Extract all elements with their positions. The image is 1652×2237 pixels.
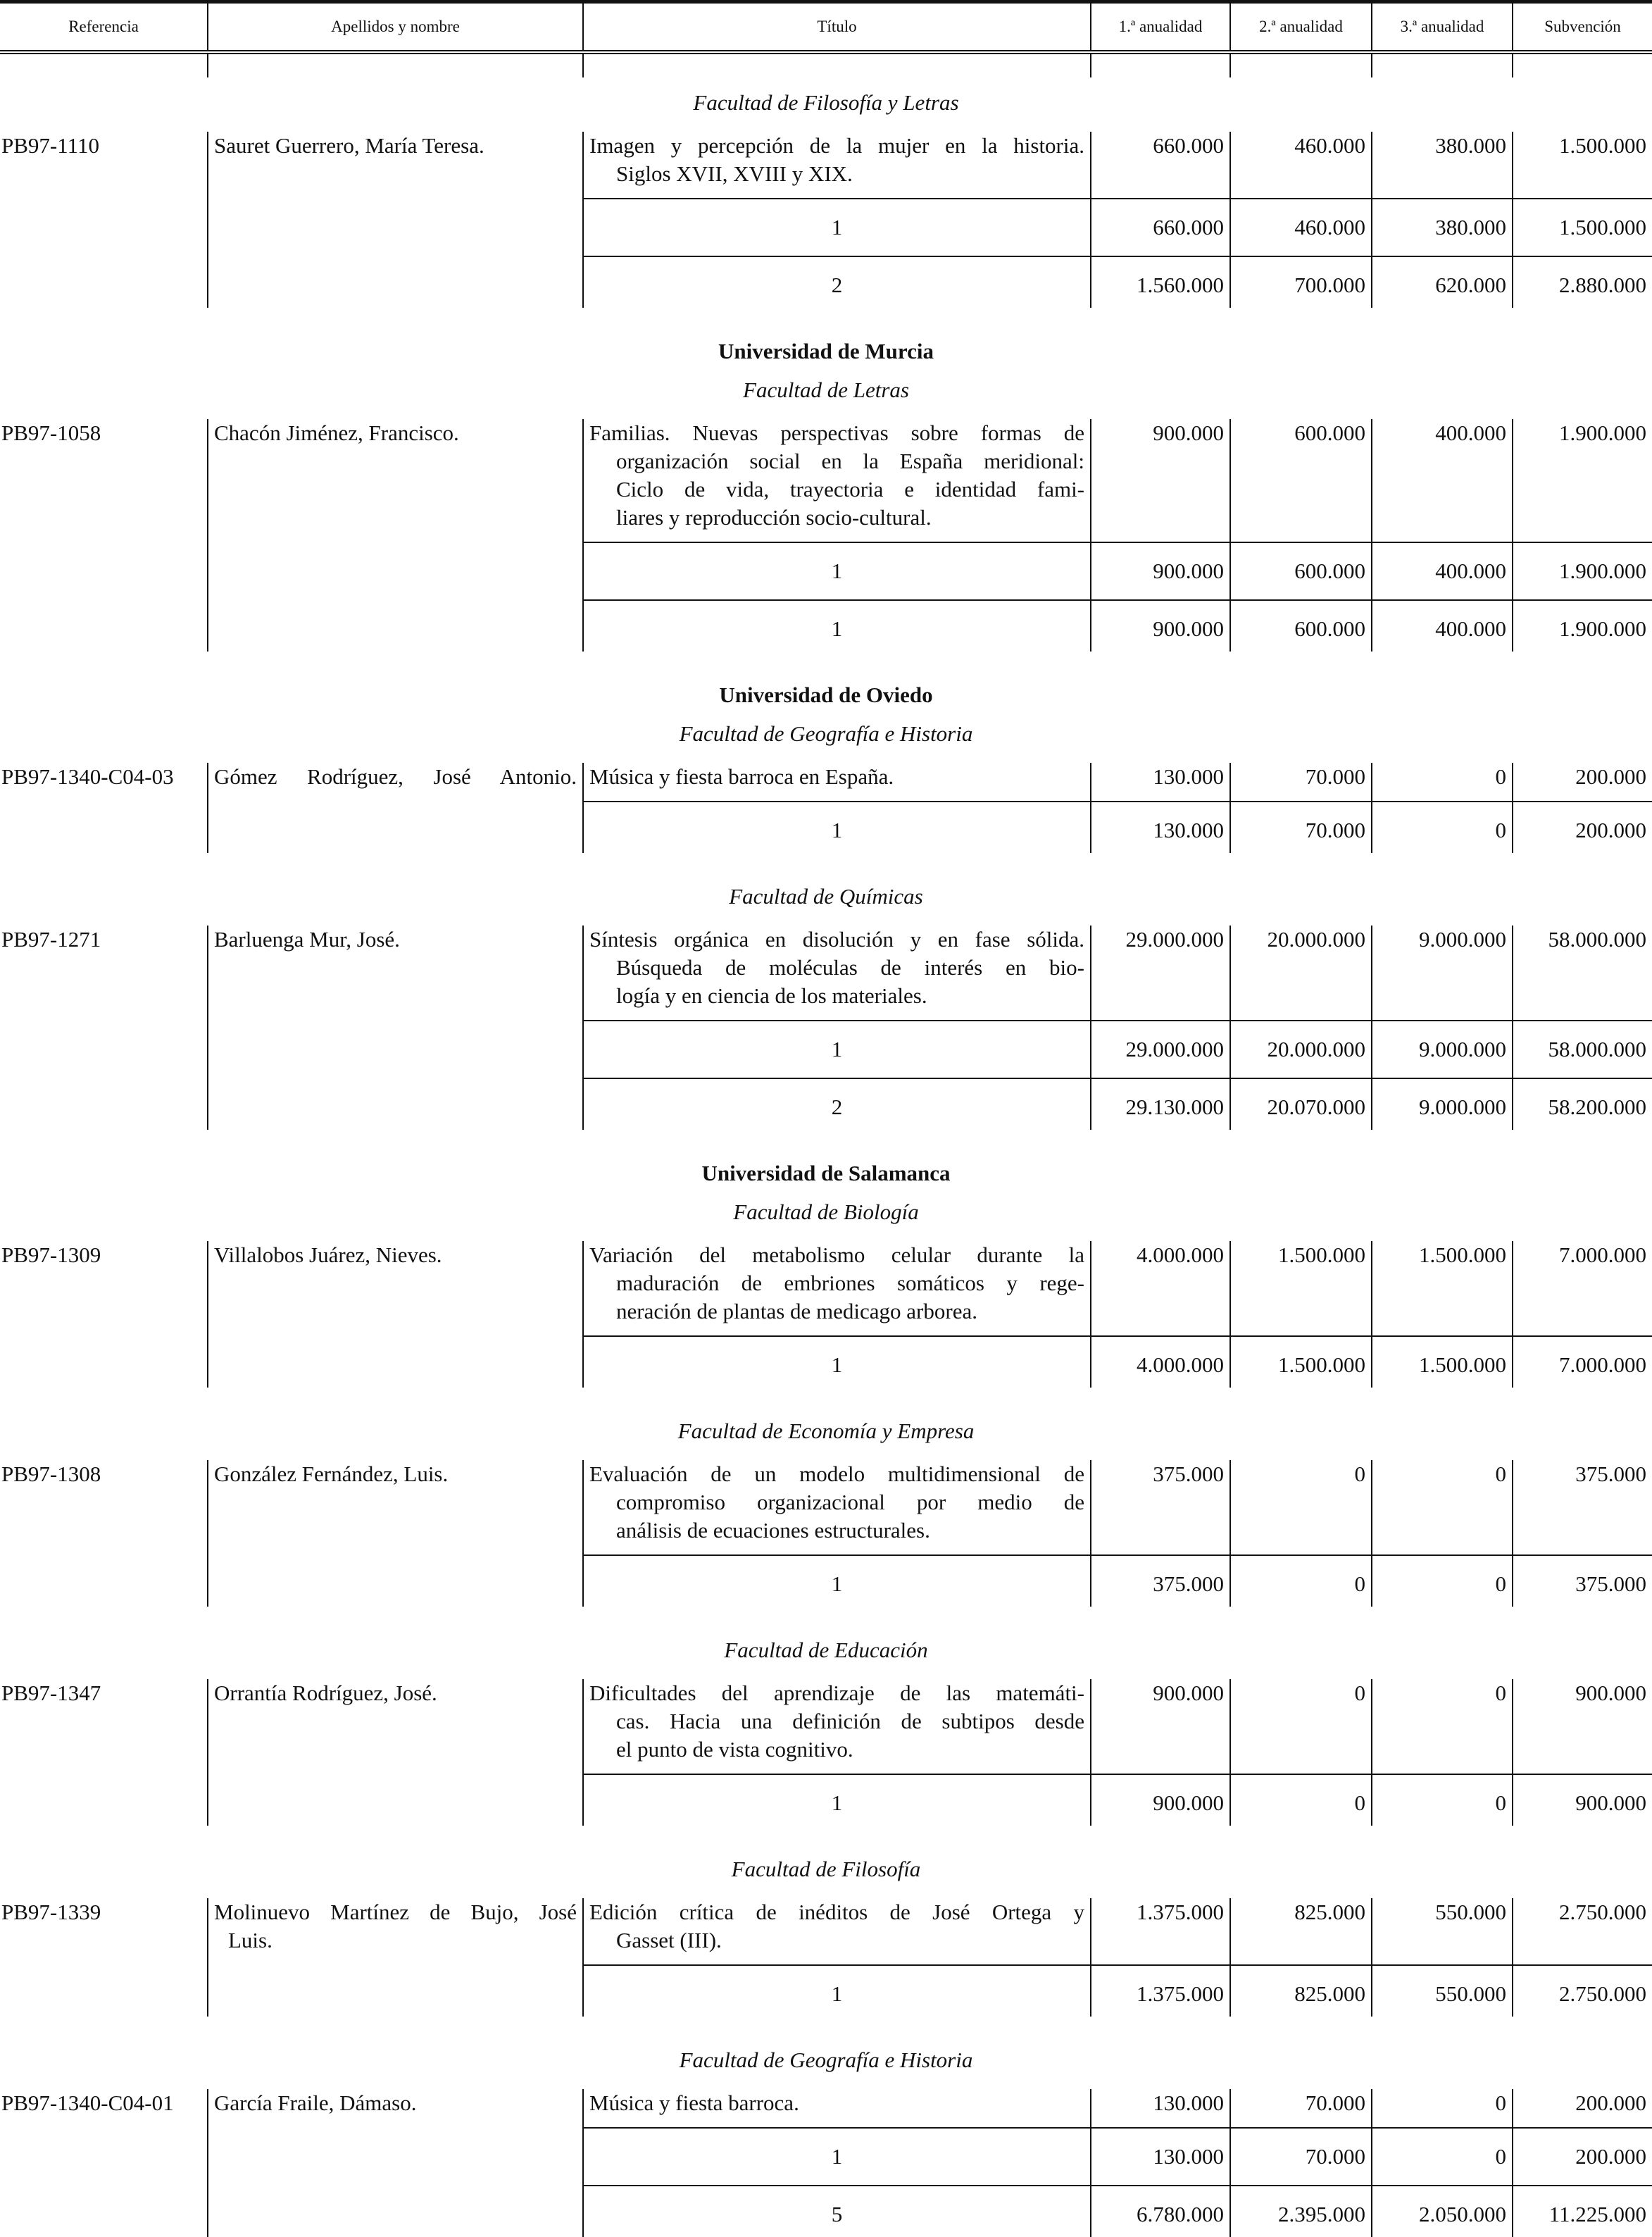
name-cell xyxy=(207,2089,582,2127)
subtotal-amount-2: 700.000 xyxy=(1229,256,1371,308)
entry-group xyxy=(0,132,1652,308)
subtotal-row xyxy=(0,2185,1652,2237)
entry-group xyxy=(0,1679,1652,1826)
subtotal-amount-1: 1.375.000 xyxy=(1090,1964,1229,2017)
title-line: liares y reproducción socio-cultural. xyxy=(616,505,932,530)
empty-cell xyxy=(0,198,207,256)
title-cell xyxy=(582,132,1090,198)
subtotal-row xyxy=(0,1020,1652,1078)
subtotal-amount-1: 130.000 xyxy=(1090,801,1229,853)
title-line: Dificultades del aprendizaje de las matemáti- xyxy=(589,1681,1084,1705)
amount-cell-1: 1.375.000 xyxy=(1090,1898,1229,1964)
subtotal-count: 2 xyxy=(582,256,1090,308)
reference-cell: PB97-1347 xyxy=(1,1681,101,1705)
empty-cell xyxy=(207,2127,582,2185)
empty-cell xyxy=(207,1335,582,1388)
amount-cell-3: 400.000 xyxy=(1371,419,1512,542)
title-line: Música y fiesta barroca en España. xyxy=(589,764,894,789)
subtotal-amount-3: 9.000.000 xyxy=(1371,1020,1512,1078)
name-cell xyxy=(207,926,582,1020)
amount-cell-4: 375.000 xyxy=(1512,1460,1652,1554)
subtotal-amount-1: 375.000 xyxy=(1090,1554,1229,1607)
subtotal-amount-3: 0 xyxy=(1371,801,1512,853)
subtotal-amount-4: 1.900.000 xyxy=(1512,542,1652,599)
subtotal-count: 1 xyxy=(582,1020,1090,1078)
amount-cell-4: 200.000 xyxy=(1512,2089,1652,2127)
subtotal-amount-4: 200.000 xyxy=(1512,2127,1652,2185)
subtotal-amount-1: 900.000 xyxy=(1090,542,1229,599)
name-line: Sauret Guerrero, María Teresa. xyxy=(214,133,484,158)
empty-cell xyxy=(0,2127,207,2185)
title-line: Familias. Nuevas perspectivas sobre formas de xyxy=(589,420,1084,445)
name-cell xyxy=(207,1679,582,1774)
entry-group xyxy=(0,419,1652,652)
subtotal-amount-4: 375.000 xyxy=(1512,1554,1652,1607)
subtotal-amount-4: 7.000.000 xyxy=(1512,1335,1652,1388)
name-cell xyxy=(207,1898,582,1964)
subtotal-amount-2: 825.000 xyxy=(1229,1964,1371,2017)
amount-cell-4: 1.500.000 xyxy=(1512,132,1652,198)
subtotal-amount-1: 4.000.000 xyxy=(1090,1335,1229,1388)
empty-cell xyxy=(207,2185,582,2237)
header-titulo: Título xyxy=(582,4,1090,50)
faculty-heading: Facultad de Educación xyxy=(724,1638,928,1662)
header-anualidad-2: 2.ª anualidad xyxy=(1229,4,1371,50)
amount-cell-3: 0 xyxy=(1371,2089,1512,2127)
entry-group xyxy=(0,1898,1652,2017)
header-subvencion: Subvención xyxy=(1512,4,1652,50)
subtotal-amount-4: 2.880.000 xyxy=(1512,256,1652,308)
amount-cell-2: 70.000 xyxy=(1229,2089,1371,2127)
title-line: el punto de vista cognitivo. xyxy=(616,1737,853,1762)
subtotal-amount-3: 380.000 xyxy=(1371,198,1512,256)
empty-cell xyxy=(207,256,582,308)
amount-cell-1: 900.000 xyxy=(1090,419,1229,542)
faculty-heading: Facultad de Químicas xyxy=(729,884,923,909)
name-line: Villalobos Juárez, Nieves. xyxy=(214,1242,442,1267)
amount-cell-3: 1.500.000 xyxy=(1371,1241,1512,1335)
subtotal-amount-3: 550.000 xyxy=(1371,1964,1512,2017)
subtotal-count: 1 xyxy=(582,1964,1090,2017)
title-line: maduración de embriones somáticos y rege- xyxy=(616,1271,1084,1295)
subtotal-count: 1 xyxy=(582,599,1090,652)
empty-cell xyxy=(0,2185,207,2237)
subtotal-amount-4: 900.000 xyxy=(1512,1774,1652,1826)
faculty-heading: Facultad de Geografía e Historia xyxy=(679,721,973,746)
amount-cell-1: 660.000 xyxy=(1090,132,1229,198)
amount-cell-4: 900.000 xyxy=(1512,1679,1652,1774)
subtotal-count: 1 xyxy=(582,2127,1090,2185)
faculty-heading: Facultad de Geografía e Historia xyxy=(679,2048,973,2072)
subtotal-amount-4: 1.500.000 xyxy=(1512,198,1652,256)
title-cell xyxy=(582,1679,1090,1774)
subtotal-row xyxy=(0,1774,1652,1826)
name-line: Barluenga Mur, José. xyxy=(214,927,400,952)
empty-cell xyxy=(0,256,207,308)
empty-cell xyxy=(207,1774,582,1826)
subtotal-amount-3: 0 xyxy=(1371,1554,1512,1607)
name-line: Luis. xyxy=(228,1928,273,1952)
table-row xyxy=(0,419,1652,542)
subtotal-count: 1 xyxy=(582,542,1090,599)
subtotal-amount-2: 1.500.000 xyxy=(1229,1335,1371,1388)
table-row xyxy=(0,2089,1652,2127)
subtotal-row xyxy=(0,542,1652,599)
empty-cell xyxy=(0,1335,207,1388)
title-line: análisis de ecuaciones estructurales. xyxy=(616,1518,930,1543)
name-cell xyxy=(207,1241,582,1335)
subtotal-amount-3: 620.000 xyxy=(1371,256,1512,308)
amount-cell-4: 2.750.000 xyxy=(1512,1898,1652,1964)
entry-group xyxy=(0,1241,1652,1388)
amount-cell-3: 550.000 xyxy=(1371,1898,1512,1964)
subtotal-row xyxy=(0,256,1652,308)
title-cell xyxy=(582,763,1090,801)
subtotal-row xyxy=(0,1335,1652,1388)
name-line: González Fernández, Luis. xyxy=(214,1462,449,1486)
header-apellidos: Apellidos y nombre xyxy=(207,4,582,50)
header-anualidad-3: 3.ª anualidad xyxy=(1371,4,1512,50)
subtotal-amount-3: 9.000.000 xyxy=(1371,1078,1512,1130)
empty-cell xyxy=(207,801,582,853)
name-cell xyxy=(207,1460,582,1554)
subtotal-amount-3: 400.000 xyxy=(1371,599,1512,652)
amount-cell-3: 0 xyxy=(1371,763,1512,801)
title-line: Variación del metabolismo celular durante la xyxy=(589,1242,1084,1267)
table-row xyxy=(0,1898,1652,1964)
subtotal-amount-3: 1.500.000 xyxy=(1371,1335,1512,1388)
empty-cell xyxy=(207,542,582,599)
university-heading: Universidad de Salamanca xyxy=(701,1161,951,1185)
entry-group xyxy=(0,1460,1652,1607)
table-row xyxy=(0,1679,1652,1774)
table-row xyxy=(0,1241,1652,1335)
empty-cell xyxy=(207,1964,582,2017)
title-cell xyxy=(582,1898,1090,1964)
amount-cell-2: 600.000 xyxy=(1229,419,1371,542)
subtotal-row xyxy=(0,1964,1652,2017)
subtotal-amount-3: 0 xyxy=(1371,1774,1512,1826)
subtotal-amount-2: 600.000 xyxy=(1229,542,1371,599)
university-heading: Universidad de Oviedo xyxy=(719,683,933,707)
title-line: Ciclo de vida, trayectoria e identidad fami- xyxy=(616,477,1084,501)
subtotal-amount-4: 200.000 xyxy=(1512,801,1652,853)
reference-cell: PB97-1340-C04-03 xyxy=(1,764,174,789)
empty-cell xyxy=(207,1020,582,1078)
title-line: Imagen y percepción de la mujer en la historia. xyxy=(589,133,1084,158)
subtotal-amount-2: 20.000.000 xyxy=(1229,1020,1371,1078)
amount-cell-1: 375.000 xyxy=(1090,1460,1229,1554)
title-line: compromiso organizacional por medio de xyxy=(616,1490,1084,1514)
title-line: organización social en la España meridional: xyxy=(616,449,1084,473)
amount-cell-2: 20.000.000 xyxy=(1229,926,1371,1020)
name-line: Gómez Rodríguez, José Antonio. xyxy=(214,764,577,789)
table-row xyxy=(0,926,1652,1020)
empty-cell xyxy=(0,599,207,652)
reference-cell: PB97-1340-C04-01 xyxy=(1,2090,174,2115)
table-body xyxy=(0,83,1652,2237)
amount-cell-3: 380.000 xyxy=(1371,132,1512,198)
subtotal-count: 5 xyxy=(582,2185,1090,2237)
header-spacer xyxy=(0,54,1652,77)
subtotal-amount-3: 0 xyxy=(1371,2127,1512,2185)
title-line: cas. Hacia una definición de subtipos desde xyxy=(616,1709,1084,1733)
amount-cell-1: 4.000.000 xyxy=(1090,1241,1229,1335)
amount-cell-1: 29.000.000 xyxy=(1090,926,1229,1020)
subtotal-amount-4: 1.900.000 xyxy=(1512,599,1652,652)
subtotal-count: 1 xyxy=(582,1335,1090,1388)
amount-cell-4: 200.000 xyxy=(1512,763,1652,801)
amount-cell-1: 900.000 xyxy=(1090,1679,1229,1774)
subtotal-amount-1: 660.000 xyxy=(1090,198,1229,256)
empty-cell xyxy=(207,599,582,652)
subtotal-amount-4: 11.225.000 xyxy=(1512,2185,1652,2237)
faculty-heading: Facultad de Biología xyxy=(733,1199,919,1224)
subtotal-amount-1: 6.780.000 xyxy=(1090,2185,1229,2237)
title-cell xyxy=(582,1460,1090,1554)
amount-cell-2: 0 xyxy=(1229,1460,1371,1554)
subtotal-amount-4: 58.000.000 xyxy=(1512,1020,1652,1078)
title-cell xyxy=(582,1241,1090,1335)
reference-cell: PB97-1309 xyxy=(1,1242,101,1267)
faculty-heading: Facultad de Filosofía xyxy=(731,1857,921,1881)
faculty-heading: Facultad de Letras xyxy=(743,378,909,402)
header-referencia: Referencia xyxy=(68,18,139,35)
amount-cell-4: 58.000.000 xyxy=(1512,926,1652,1020)
subtotal-count: 1 xyxy=(582,1774,1090,1826)
reference-cell: PB97-1339 xyxy=(1,1900,101,1924)
empty-cell xyxy=(207,1078,582,1130)
amount-cell-2: 1.500.000 xyxy=(1229,1241,1371,1335)
table-row xyxy=(0,132,1652,198)
amount-cell-3: 9.000.000 xyxy=(1371,926,1512,1020)
subtotal-row xyxy=(0,1078,1652,1130)
reference-cell: PB97-1058 xyxy=(1,420,101,445)
subtotal-amount-4: 58.200.000 xyxy=(1512,1078,1652,1130)
entry-group xyxy=(0,763,1652,853)
subtotal-row xyxy=(0,2127,1652,2185)
subtotal-count: 1 xyxy=(582,801,1090,853)
empty-cell xyxy=(207,1554,582,1607)
faculty-heading: Facultad de Economía y Empresa xyxy=(677,1419,975,1443)
title-line: Evaluación de un modelo multidimensional de xyxy=(589,1462,1084,1486)
name-cell xyxy=(207,763,582,801)
subtotal-amount-4: 2.750.000 xyxy=(1512,1964,1652,2017)
amount-cell-4: 7.000.000 xyxy=(1512,1241,1652,1335)
title-line: Siglos XVII, XVIII y XIX. xyxy=(616,161,853,186)
subtotal-amount-2: 70.000 xyxy=(1229,801,1371,853)
empty-cell xyxy=(0,1964,207,2017)
empty-cell xyxy=(0,1554,207,1607)
subtotal-amount-2: 460.000 xyxy=(1229,198,1371,256)
name-cell xyxy=(207,419,582,542)
subtotal-amount-1: 29.000.000 xyxy=(1090,1020,1229,1078)
subtotal-count: 1 xyxy=(582,198,1090,256)
subtotal-amount-2: 2.395.000 xyxy=(1229,2185,1371,2237)
amount-cell-2: 825.000 xyxy=(1229,1898,1371,1964)
title-line: Síntesis orgánica en disolución y en fase sólida. xyxy=(589,927,1084,952)
entry-group xyxy=(0,926,1652,1130)
amount-cell-3: 0 xyxy=(1371,1679,1512,1774)
title-line: Edición crítica de inéditos de José Ortega y xyxy=(589,1900,1084,1924)
subtotal-amount-2: 20.070.000 xyxy=(1229,1078,1371,1130)
empty-cell xyxy=(0,1774,207,1826)
subtotal-amount-3: 400.000 xyxy=(1371,542,1512,599)
name-line: Chacón Jiménez, Francisco. xyxy=(214,420,459,445)
amount-cell-2: 0 xyxy=(1229,1679,1371,1774)
empty-cell xyxy=(0,542,207,599)
subtotal-amount-1: 1.560.000 xyxy=(1090,256,1229,308)
subtotal-count: 2 xyxy=(582,1078,1090,1130)
name-line: Orrantía Rodríguez, José. xyxy=(214,1681,437,1705)
table-row xyxy=(0,1460,1652,1554)
subtotal-amount-3: 2.050.000 xyxy=(1371,2185,1512,2237)
reference-cell: PB97-1271 xyxy=(1,927,101,952)
subtotal-amount-1: 900.000 xyxy=(1090,1774,1229,1826)
title-line: Gasset (III). xyxy=(616,1928,722,1952)
empty-cell xyxy=(0,1078,207,1130)
title-line: Música y fiesta barroca. xyxy=(589,2090,799,2115)
name-cell xyxy=(207,132,582,198)
empty-cell xyxy=(207,198,582,256)
name-line: García Fraile, Dámaso. xyxy=(214,2090,417,2115)
title-cell xyxy=(582,2089,1090,2127)
header-anualidad-1: 1.ª anualidad xyxy=(1090,4,1229,50)
title-line: neración de plantas de medicago arborea. xyxy=(616,1299,977,1323)
amount-cell-4: 1.900.000 xyxy=(1512,419,1652,542)
subtotal-amount-2: 70.000 xyxy=(1229,2127,1371,2185)
subtotal-amount-1: 900.000 xyxy=(1090,599,1229,652)
empty-cell xyxy=(0,1020,207,1078)
faculty-heading: Facultad de Filosofía y Letras xyxy=(693,90,959,115)
subtotal-amount-1: 130.000 xyxy=(1090,2127,1229,2185)
amount-cell-2: 70.000 xyxy=(1229,763,1371,801)
amount-cell-2: 460.000 xyxy=(1229,132,1371,198)
subtotal-row xyxy=(0,198,1652,256)
empty-cell xyxy=(0,801,207,853)
subtotal-row xyxy=(0,801,1652,853)
entry-group xyxy=(0,2089,1652,2237)
title-line: logía y en ciencia de los materiales. xyxy=(616,983,927,1008)
university-heading: Universidad de Murcia xyxy=(718,339,934,363)
amount-cell-1: 130.000 xyxy=(1090,763,1229,801)
title-cell xyxy=(582,419,1090,542)
subtotal-amount-2: 0 xyxy=(1229,1554,1371,1607)
table-row xyxy=(0,763,1652,801)
subtotal-amount-1: 29.130.000 xyxy=(1090,1078,1229,1130)
amount-cell-3: 0 xyxy=(1371,1460,1512,1554)
subtotal-row xyxy=(0,1554,1652,1607)
title-cell xyxy=(582,926,1090,1020)
subtotal-amount-2: 600.000 xyxy=(1229,599,1371,652)
table-header xyxy=(0,0,1652,54)
subtotal-count: 1 xyxy=(582,1554,1090,1607)
title-line: Búsqueda de moléculas de interés en bio- xyxy=(616,955,1084,980)
subtotal-row xyxy=(0,599,1652,652)
name-line: Molinuevo Martínez de Bujo, José xyxy=(214,1900,577,1924)
reference-cell: PB97-1308 xyxy=(1,1462,101,1486)
reference-cell: PB97-1110 xyxy=(1,133,99,158)
amount-cell-1: 130.000 xyxy=(1090,2089,1229,2127)
subtotal-amount-2: 0 xyxy=(1229,1774,1371,1826)
